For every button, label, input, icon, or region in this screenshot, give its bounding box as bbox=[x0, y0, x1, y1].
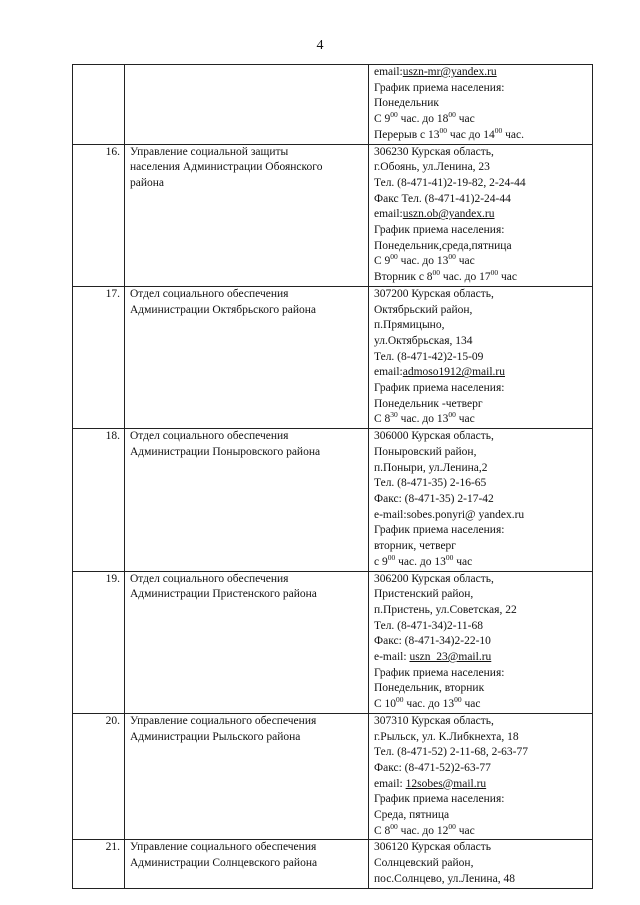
schedule-heading: График приема населения: bbox=[374, 81, 505, 94]
schedule-heading: График приема населения: bbox=[374, 382, 505, 395]
schedule-heading: График приема населения: bbox=[374, 666, 505, 679]
reception-days: Понедельник -четверг bbox=[374, 397, 483, 410]
postal-address: 307200 Курская область, bbox=[374, 287, 494, 300]
row-number-cell: 21. bbox=[73, 840, 125, 888]
reception-hours: С $8^{30}$ час. до $13^{00}$ час bbox=[374, 410, 475, 426]
address-cell: email:uszn-mr@yandex.ru График приема населения: Понедельник С $9^{00}$ час. до $18^{00}$ час Перерыв с $13^{00}$ час до $14^{00}$ час. bbox=[369, 65, 593, 145]
table-row bbox=[73, 144, 593, 286]
page-number: 4 bbox=[316, 38, 324, 53]
table-row bbox=[73, 571, 593, 713]
email-link[interactable]: uszn.ob@yandex.ru bbox=[402, 208, 495, 221]
address-cell: 306000 Курская область, Поныровский район, п.Поныри, ул.Ленина,2 Тел. (8-471-35) 2-16-65 Факс: (8-471-35) 2-17-42 e-mail:sobes.ponyri@ yandex.ru График приема населения: вторник, четверг с $9^{00}$ час. до $13^{00}$ час bbox=[369, 429, 593, 571]
postal-address: 306230 Курская область, bbox=[374, 145, 494, 158]
reception-hours: с $9^{00}$ час. до $13^{00}$ час bbox=[374, 552, 473, 568]
email-link[interactable]: uszn-mr@yandex.ru bbox=[402, 66, 497, 78]
organization-cell: Управление социальной защиты населения Администрации Обоянского района bbox=[125, 144, 369, 286]
email-link[interactable]: admoso1912@mail.ru bbox=[402, 366, 506, 379]
schedule-heading: График приема населения: bbox=[374, 793, 505, 806]
row-number-cell: 18. bbox=[73, 429, 125, 571]
postal-address: 306120 Курская область bbox=[374, 841, 491, 854]
table-row bbox=[73, 429, 593, 571]
reception-days: вторник, четверг bbox=[374, 540, 457, 553]
fax: Факс: (8-471-35) 2-17-42 bbox=[374, 492, 494, 505]
row-number-cell: 20. bbox=[73, 713, 125, 840]
address-cell: 306230 Курская область, г.Обоянь, ул.Ленина, 23 Тел. (8-471-41)2-19-82, 2-24-44 Факс Тел. (8-471-41)2-24-44 email:uszn.ob@yandex.ru График приема населения: Понедельник,среда,пятница С $9^{00}$ час. до $13^{00}$ час Вторник с $8^{00}$ час. до $17^{00}$ час bbox=[369, 144, 593, 286]
email-link[interactable]: uszn_23@mail.ru bbox=[409, 651, 492, 664]
email-link[interactable]: 12sobes@mail.ru bbox=[405, 777, 487, 790]
row-number-cell bbox=[73, 65, 125, 145]
organization-cell: Отдел социального обеспечения Администрации Пристенского района bbox=[125, 571, 369, 713]
row-number-cell: 19. bbox=[73, 571, 125, 713]
table-row bbox=[73, 713, 593, 840]
schedule-heading: График приема населения: bbox=[374, 224, 505, 237]
schedule-heading: График приема населения: bbox=[374, 524, 505, 537]
fax: Факс: (8-471-52)2-63-77 bbox=[374, 761, 491, 774]
address-cell: 307310 Курская область, г.Рыльск, ул. К.Либкнехта, 18 Тел. (8-471-52) 2-11-68, 2-63-77 Факс: (8-471-52)2-63-77 email: 12sobes@mail.ru График приема населения: Среда, пятница С $8^{00}$ час. до $12^{00}$ час bbox=[369, 713, 593, 840]
reception-days: Понедельник,среда,пятница bbox=[374, 239, 512, 252]
social-services-contacts-table bbox=[72, 64, 593, 889]
postal-address: 307310 Курская область, bbox=[374, 714, 494, 727]
reception-days: Среда, пятница bbox=[374, 809, 450, 822]
phone: Тел. (8-471-41)2-19-82, 2-24-44 bbox=[374, 176, 526, 189]
address-cell: 307200 Курская область, Октябрьский район, п.Прямицыно, ул.Октябрьская, 134 Тел. (8-471-42)2-15-09 email:admoso1912@mail.ru График приема населения: Понедельник -четверг С $8^{30}$ час. до $13^{00}$ час bbox=[369, 286, 593, 428]
fax: Факс: (8-471-34)2-22-10 bbox=[374, 635, 491, 648]
row-number-cell: 16. bbox=[73, 144, 125, 286]
reception-hours: С $9^{00}$ час. до $13^{00}$ час bbox=[374, 252, 475, 268]
reception-days: Понедельник bbox=[374, 97, 439, 110]
reception-hours: С $8^{00}$ час. до $12^{00}$ час bbox=[374, 821, 475, 837]
fax: Факс Тел. (8-471-41)2-24-44 bbox=[374, 192, 511, 205]
table-row bbox=[73, 286, 593, 428]
break-hours: Перерыв с $13^{00}$ час до $14^{00}$ час. bbox=[374, 125, 524, 141]
address-cell: 306120 Курская область Солнцевский район, пос.Солнцево, ул.Ленина, 48 bbox=[369, 840, 593, 888]
reception-hours: С $10^{00}$ час. до $13^{00}$ час bbox=[374, 695, 481, 711]
row-number-cell: 17. bbox=[73, 286, 125, 428]
phone: Тел. (8-471-52) 2-11-68, 2-63-77 bbox=[374, 746, 529, 759]
email-text: e-mail:sobes.ponyri@ yandex.ru bbox=[374, 508, 525, 521]
organization-cell bbox=[125, 65, 369, 145]
table-row bbox=[73, 840, 593, 888]
reception-days: Понедельник, вторник bbox=[374, 682, 485, 695]
organization-cell: Отдел социального обеспечения Администрации Поныровского района bbox=[125, 429, 369, 571]
phone: Тел. (8-471-34)2-11-68 bbox=[374, 619, 483, 632]
organization-cell: Управление социального обеспечения Администрации Солнцевского района bbox=[125, 840, 369, 888]
phone: Тел. (8-471-42)2-15-09 bbox=[374, 350, 484, 363]
table-row bbox=[73, 65, 593, 145]
reception-hours-extra: Вторник с $8^{00}$ час. до $17^{00}$ час bbox=[374, 268, 518, 284]
organization-cell: Отдел социального обеспечения Администрации Октябрьского района bbox=[125, 286, 369, 428]
phone: Тел. (8-471-35) 2-16-65 bbox=[374, 477, 487, 490]
organization-cell: Управление социального обеспечения Администрации Рыльского района bbox=[125, 713, 369, 840]
postal-address: 306200 Курская область, bbox=[374, 572, 494, 585]
reception-hours: С $9^{00}$ час. до $18^{00}$ час bbox=[374, 110, 475, 126]
postal-address: 306000 Курская область, bbox=[374, 430, 494, 443]
address-cell: 306200 Курская область, Пристенский район, п.Пристень, ул.Советская, 22 Тел. (8-471-34)2-11-68 Факс: (8-471-34)2-22-10 e-mail: uszn_23@mail.ru График приема населения: Понедельник, вторник С $10^{00}$ час. до $13^{00}$ час bbox=[369, 571, 593, 713]
